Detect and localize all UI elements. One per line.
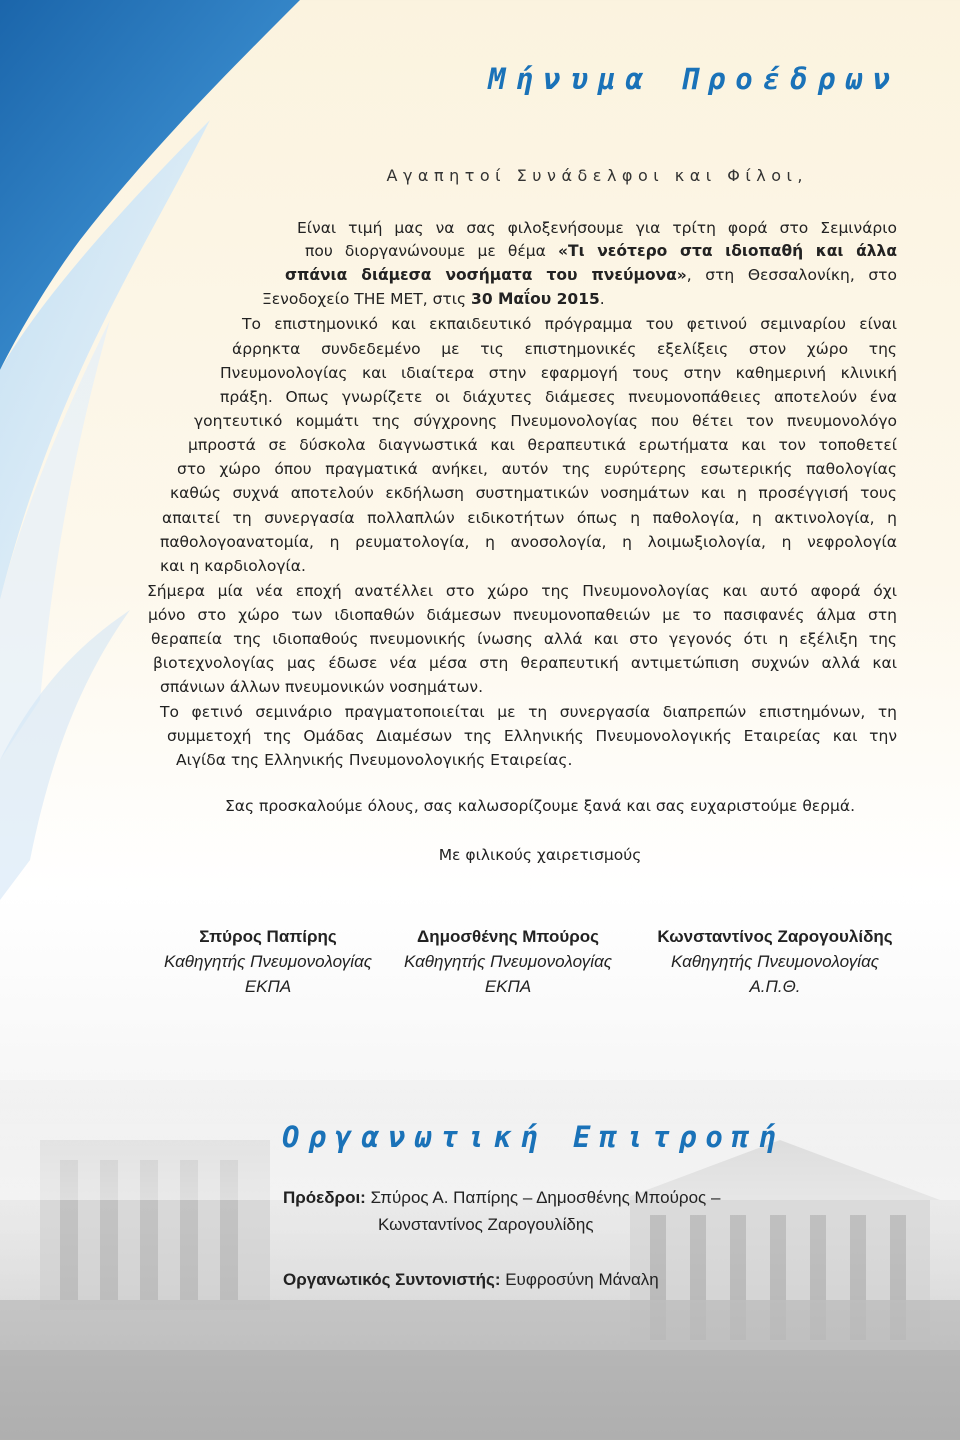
text-run: , στη Θεσσαλονίκη, στο — [686, 266, 897, 284]
body-line — [285, 264, 897, 286]
body-line — [262, 288, 897, 310]
body-line: σπάνιων άλλων πνευμονικών νοσημάτων. — [160, 678, 484, 696]
body-line: άρρηκτα συνδεδεμένο με τις επιστημονικές εξελίξεις στον χώρο της — [232, 340, 897, 358]
signatory-role: Καθηγητής Πνευμονολογίας — [403, 952, 613, 971]
body-line: Αιγίδα της Ελληνικής Πνευμονολογικής Εταιρείας. — [176, 751, 573, 769]
presidents-names: Σπύρος Α. Παπίρης – Δημοσθένης Μπούρος – — [365, 1188, 721, 1207]
coordinator-label: Οργανωτικός Συντονιστής: — [283, 1270, 501, 1289]
seminar-title-part: «Τι νεότερο στα ιδιοπαθή και άλλα — [557, 242, 897, 260]
body-line: βιοτεχνολογίας μας έδωσε νέα μέσα στη θεραπευτική αντιμετώπιση συχνών αλλά και — [153, 654, 897, 672]
event-date: 30 Μαΐου 2015 — [471, 290, 600, 308]
body-line: καθώς συχνά αποτελούν εκδήλωση συστηματικών νοσημάτων και η προσέγγισή τους — [170, 484, 897, 502]
body-line: Σήμερα μία νέα εποχή ανατέλλει στο χώρο της Πνευμονολογίας και αυτό αφορά όχι — [147, 582, 897, 600]
signatory-institution: Α.Π.Θ. — [749, 977, 801, 996]
committee-presidents-cont: Κωνσταντίνος Ζαρογουλίδης — [378, 1215, 594, 1234]
signatory-role: Καθηγητής Πνευμονολογίας — [163, 952, 373, 971]
signatory-institution: ΕΚΠΑ — [244, 977, 292, 996]
committee-coordinator — [283, 1270, 659, 1290]
body-line: Πνευμονολογίας και ιδιαίτερα στην εφαρμογή τους στην καθημερινή κλινική — [220, 364, 897, 382]
signatory-papiris — [143, 924, 393, 999]
signatory-institution: ΕΚΠΑ — [484, 977, 532, 996]
body-line: Είναι τιμή μας να σας φιλοξενήσουμε για τρίτη φορά στο Σεμινάριο — [297, 219, 897, 237]
body-line: πράξη. Οπως γνωρίζετε οι διάχυτες διάμεσες πνευμονοπάθειες αποτελούν ένα — [220, 388, 897, 406]
invitation-line: Σας προσκαλούμε όλους, σας καλωσορίζουμε ξανά και σας ευχαριστούμε θερμά. — [224, 797, 856, 815]
body-line: Το φετινό σεμινάριο πραγματοποιείται με τη συνεργασία διαπρεπών επιστημόνων, τη — [160, 703, 897, 721]
presidents-label: Πρόεδροι: — [283, 1188, 366, 1207]
committee-presidents — [283, 1188, 720, 1208]
greeting: Αγαπητοί Συνάδελφοι και Φίλοι, — [386, 166, 808, 185]
body-line: παθολογοανατομία, η ρευματολογία, η ανοσολογία, η λοιμωξιολογία, η νεφρολογία — [160, 533, 897, 551]
text-run: που διοργανώνουμε με θέμα — [305, 242, 558, 260]
body-line: θεραπεία της ιδιοπαθούς πνευμονικής ίνωσης αλλά και στο γεγονός ότι η εξέλιξη της — [151, 630, 897, 648]
signatory-zarogoulidis — [645, 924, 905, 999]
signatory-bouros — [383, 924, 633, 999]
body-line: και η καρδιολογία. — [160, 557, 306, 575]
body-line: γοητευτικό κομμάτι της σύγχρονης Πνευμονολογίας που θέτει τον πνευμονολόγο — [194, 412, 897, 430]
body-line — [305, 240, 897, 262]
signatory-role: Καθηγητής Πνευμονολογίας — [670, 952, 880, 971]
text-run: . — [599, 290, 605, 308]
body-line: συμμετοχή της Ομάδας Διαμέσων της Ελληνικής Πνευμονολογικής Εταιρείας και την — [167, 727, 897, 745]
body-line: μπροστά σε δύσκολα διαγνωστικά και θεραπευτικά ερωτήματα και τον τοποθετεί — [188, 436, 897, 454]
seminar-title-part: σπάνια διάμεσα νοσήματα του πνεύμονα» — [285, 266, 687, 284]
body-line: μόνο στο χώρο των ιδιοπαθών διάμεσων πνευμονοπαθειών με το πασιφανές άλμα στη — [148, 606, 897, 624]
text-run: Ξενοδοχείο THE MET, στις — [262, 290, 472, 308]
committee-title: Οργανωτική Επιτροπή — [282, 1120, 785, 1154]
page-title: Μήνυμα Προέδρων — [488, 62, 900, 96]
signatory-name: Σπύρος Παπίρης — [199, 927, 337, 946]
signatory-name: Κωνσταντίνος Ζαρογουλίδης — [657, 927, 893, 946]
closing-line: Με φιλικούς χαιρετισμούς — [438, 846, 642, 864]
coordinator-name: Ευφροσύνη Μάναλη — [500, 1270, 659, 1289]
body-line: απαιτεί τη συνεργασία πολλαπλών ειδικοτήτων όπως η παθολογία, η ακτινολογία, η — [162, 509, 897, 527]
body-line: στο χώρο όπου πραγματικά ανήκει, αυτόν της ευρύτερης εσωτερικής παθολογίας — [177, 460, 897, 478]
signatory-name: Δημοσθένης Μπούρος — [416, 927, 599, 946]
body-line: Το επιστημονικό και εκπαιδευτικό πρόγραμμα του φετινού σεμιναρίου είναι — [242, 315, 897, 333]
